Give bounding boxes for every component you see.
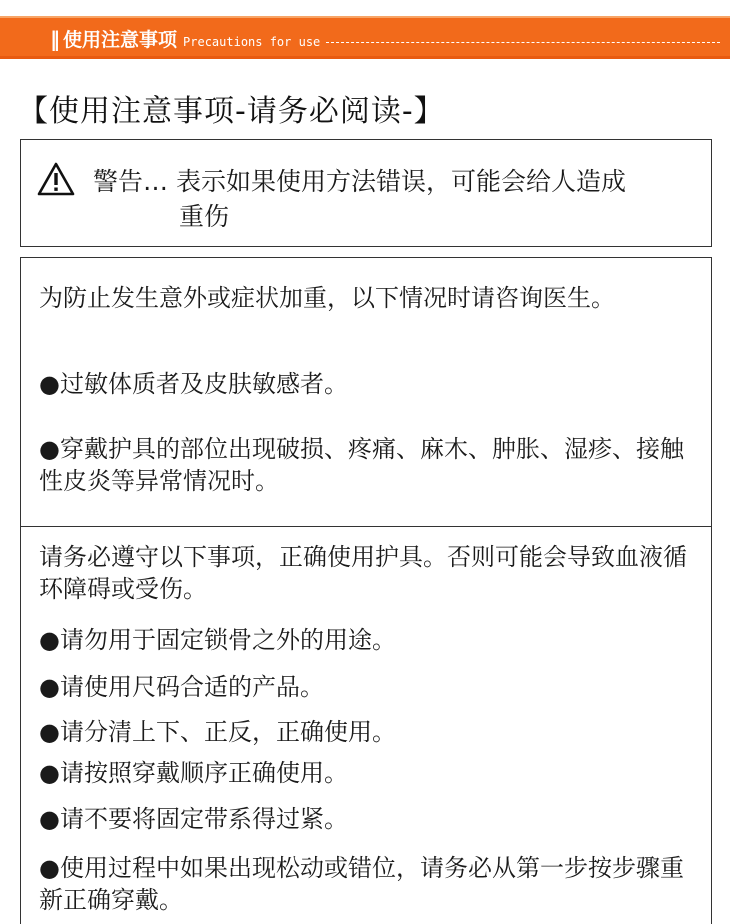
warning-triangle-icon [37,162,75,196]
warning-box [20,139,712,247]
section2-intro: 请务必遵守以下事项，正确使用护具。否则可能会导致血液循环障碍或受伤。 [39,543,687,603]
list-item: ●使用过程中如果出现松动或错位，请务必从第一步按步骤重新正确穿戴。 [39,854,684,914]
section1-intro: 为防止发生意外或症状加重，以下情况时请咨询医生。 [39,284,615,312]
list-item: ●请不要将固定带系得过紧。 [39,805,348,833]
list-item: ●过敏体质者及皮肤敏感者。 [39,370,348,398]
header-band [0,16,730,59]
header-subtitle-en: Precautions for use [183,35,321,49]
consult-doctor-section [20,257,712,527]
warning-text [93,164,703,234]
warning-line-1: 警告… 表示如果使用方法错误，可能会给人造成 [93,167,626,196]
usage-rules-section [20,526,712,924]
main-heading: 【使用注意事项-请务必阅读-】 [18,94,445,129]
header-dashed-line [326,42,720,43]
list-item: ●穿戴护具的部位出现破损、疼痛、麻木、肿胀、湿疹、接触性皮炎等异常情况时。 [39,435,684,495]
header-inner [50,25,720,52]
list-item: ●请分清上下、正反，正确使用。 [39,718,396,746]
list-item: ●请使用尺码合适的产品。 [39,673,324,701]
list-item: ●请按照穿戴顺序正确使用。 [39,759,348,787]
warning-line-2: 重伤 [179,202,230,231]
list-item: ●请勿用于固定锁骨之外的用途。 [39,626,396,654]
header-bars: ‖ [50,27,57,51]
header-title: 使用注意事项 [63,29,178,51]
